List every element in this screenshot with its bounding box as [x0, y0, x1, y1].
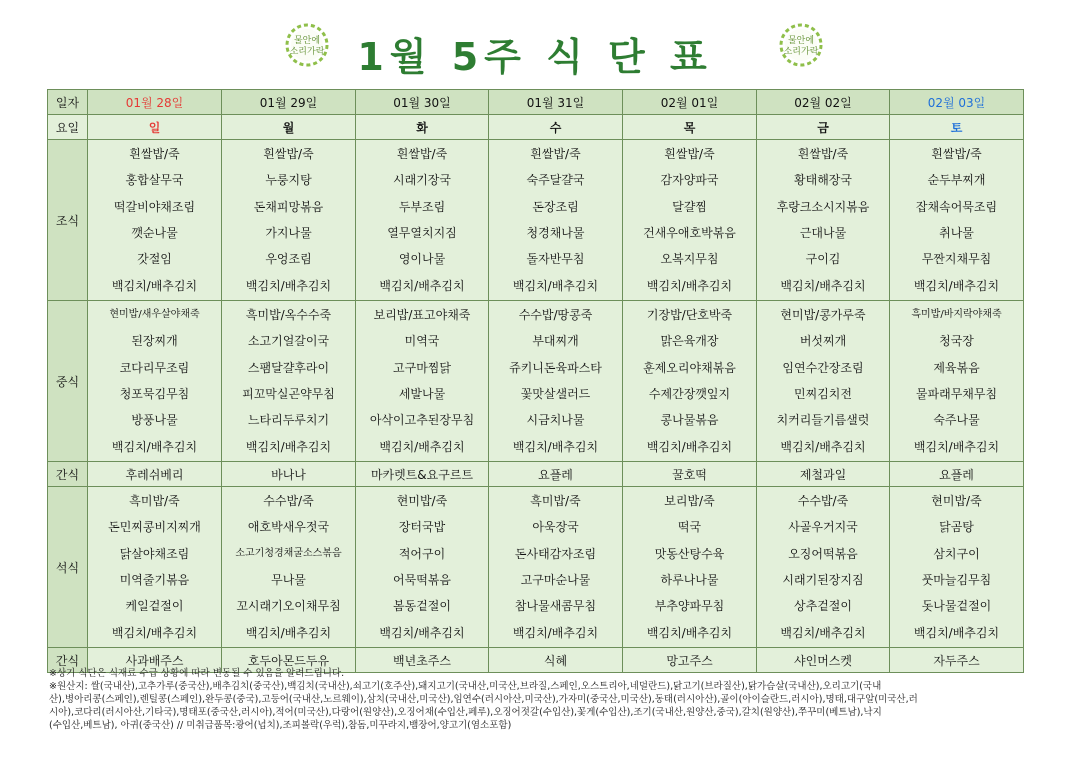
menu-item: 오복지무침 — [660, 252, 719, 267]
note-line: ※상기 식단은 식재료 수급 상황에 따라 변동될 수 있음을 알려드립니다. — [49, 668, 345, 679]
menu-item: 갓절임 — [137, 252, 172, 267]
date-cell: 01월 30일 — [356, 90, 489, 115]
menu-item: 소고기얼갈이국 — [247, 334, 330, 349]
snack-cell: 샤인머스켓 — [757, 648, 890, 673]
menu-item: 아삭이고추된장무침 — [369, 413, 475, 428]
menu-item: 흑미밥/옥수수죽 — [245, 308, 332, 323]
menu-item: 미역국 — [404, 334, 440, 349]
breakfast-cell — [356, 140, 489, 301]
menu-item: 청국장 — [939, 334, 974, 349]
date-cell: 02월 02일 — [757, 90, 890, 115]
menu-item: 시래기된장지짐 — [782, 573, 864, 588]
breakfast-cell — [222, 140, 356, 301]
note-line: ※원산지: 쌀(국내산),고추가루(중국산),배추김치(중국산),백김치(국내산),쇠고기(호주산),돼지고기(국내산,미국산,브라질,스페인,오스트리아,네덜란드),닭고기(브라질산),닭가슴살(국내산),오리고기(국내 — [49, 681, 882, 692]
snack-row — [48, 462, 1024, 487]
menu-item: 방풍나물 — [131, 413, 178, 428]
menu-item: 부추양파무침 — [654, 599, 725, 614]
menu-item: 된장찌개 — [131, 334, 178, 349]
menu-item: 돌자반무침 — [526, 252, 585, 267]
menu-item: 사골우거지국 — [788, 520, 858, 535]
menu-item-list — [222, 141, 355, 299]
menu-item: 적어구이 — [398, 546, 446, 561]
menu-item: 돗나물겉절이 — [921, 599, 992, 614]
lunch-cell — [757, 301, 890, 462]
menu-item: 백김치/배추김치 — [780, 439, 866, 454]
breakfast-cell — [623, 140, 757, 301]
menu-item: 보리밥/표고야채죽 — [373, 308, 471, 323]
menu-item: 우엉조림 — [265, 252, 312, 267]
menu-item-list — [489, 141, 622, 299]
page-title: 1월 5주 식 단 표 — [357, 35, 713, 79]
menu-item: 떡국 — [677, 520, 702, 535]
menu-item: 스팸달걀후라이 — [247, 360, 330, 375]
menu-item: 민찌김치전 — [794, 387, 852, 402]
menu-item: 백김치/배추김치 — [780, 625, 866, 640]
menu-item: 백김치/배추김치 — [111, 625, 198, 640]
snack-cell: 자두주스 — [890, 648, 1024, 673]
menu-item: 백김치/배추김치 — [245, 625, 332, 640]
lunch-cell — [356, 301, 489, 462]
menu-item-list — [890, 141, 1023, 299]
menu-item: 닭곰탕 — [939, 520, 974, 535]
menu-item-list — [222, 488, 355, 646]
header — [0, 22, 1070, 78]
menu-item: 백김치/배추김치 — [245, 439, 332, 454]
snack-cell: 식혜 — [489, 648, 623, 673]
menu-item: 백김치/배추김치 — [111, 278, 198, 293]
menu-item: 현미밥/죽 — [931, 494, 982, 509]
menu-item: 백김치/배추김치 — [379, 278, 465, 293]
menu-item: 백김치/배추김치 — [646, 439, 733, 454]
date-label: 일자 — [48, 90, 88, 115]
note-line: 시아),코다리(러시아산,기타국),명태포(중국산,러시아),적어(미국산),다랑어(원양산),오징어채(수입산,페루),오징어젓갈(수입산),꽃게(수입산),조기(국내산,원양산,중국),갈치(원양산),쭈꾸미(베트남),낙지 — [49, 707, 882, 718]
snack-label: 간식 — [48, 648, 88, 673]
menu-item: 꼬시래기오이채무침 — [236, 599, 341, 614]
menu-item-list — [489, 302, 622, 460]
menu-item: 고구마순나물 — [520, 573, 591, 588]
menu-table — [47, 89, 1024, 673]
snack-cell: 망고주스 — [623, 648, 757, 673]
menu-item: 백김치/배추김치 — [512, 625, 599, 640]
snack-cell: 제철과일 — [757, 462, 890, 487]
menu-item: 흑미밥/죽 — [129, 494, 180, 509]
menu-item: 깻순나물 — [131, 226, 178, 241]
snack-cell: 호두아몬드두유 — [222, 648, 356, 673]
menu-item: 버섯찌개 — [799, 334, 847, 349]
menu-item: 백김치/배추김치 — [111, 439, 198, 454]
menu-item-list — [623, 302, 756, 460]
date-cell: 01월 28일 — [88, 90, 222, 115]
menu-item: 순두부찌개 — [927, 173, 986, 188]
menu-item: 콩나물볶음 — [660, 413, 719, 428]
note-line: 산),병아리콩(스페인),렌틸콩(스페인),완두콩(중국),고등어(국내산,노르웨이),삼치(국내산,미국산),임연수(러시아산,미국산),가자미(중국산,미국산),동태(러시아산),골이(아이슬란드,러시아),명태,대구알(미국산,러 — [49, 694, 918, 705]
date-cell: 02월 03일 — [890, 90, 1024, 115]
menu-item-list — [757, 302, 889, 460]
menu-item: 영이나물 — [398, 252, 446, 267]
lunch-label: 중식 — [48, 301, 88, 462]
menu-item: 백김치/배추김치 — [512, 439, 599, 454]
menu-item: 기장밥/단호박죽 — [646, 308, 733, 323]
date-cell: 01월 29일 — [222, 90, 356, 115]
day-cell: 일 — [88, 115, 222, 140]
menu-item: 치커리들기름샐럿 — [776, 413, 870, 428]
dinner-cell — [88, 487, 222, 648]
menu-item-list — [88, 141, 221, 299]
menu-item: 백김치/배추김치 — [913, 625, 1000, 640]
menu-item: 떡갈비야채조림 — [113, 199, 196, 214]
menu-item: 하루나나물 — [660, 573, 719, 588]
breakfast-cell — [757, 140, 890, 301]
dinner-cell — [222, 487, 356, 648]
menu-item: 흰쌀밥/죽 — [931, 147, 982, 162]
menu-item-list — [356, 488, 488, 646]
menu-item: 돈민찌콩비지찌개 — [108, 520, 201, 535]
day-cell: 토 — [890, 115, 1024, 140]
menu-item: 현미밥/콩가루죽 — [780, 308, 866, 323]
menu-item: 백김치/배추김치 — [646, 278, 733, 293]
day-cell: 화 — [356, 115, 489, 140]
menu-item: 숙주나물 — [933, 413, 980, 428]
menu-item: 풋마늘김무침 — [921, 573, 992, 588]
day-label: 요일 — [48, 115, 88, 140]
menu-item: 흰쌀밥/죽 — [664, 147, 715, 162]
menu-item: 흰쌀밥/죽 — [129, 147, 180, 162]
dinner-row — [48, 487, 1024, 648]
snack-cell: 요플레 — [489, 462, 623, 487]
menu-item-list — [890, 302, 1023, 460]
dinner-label: 석식 — [48, 487, 88, 648]
menu-item: 오징어떡볶음 — [788, 546, 858, 561]
menu-item: 케일겉절이 — [125, 599, 184, 614]
menu-item: 시래기장국 — [393, 173, 451, 188]
menu-item: 고구마찜닭 — [393, 360, 451, 375]
svg-text:소리가락: 소리가락 — [289, 47, 325, 57]
svg-text:물안에: 물안에 — [787, 36, 815, 46]
menu-item: 누룽지탕 — [265, 173, 312, 188]
menu-item-list — [88, 302, 221, 460]
lunch-cell — [88, 301, 222, 462]
breakfast-label: 조식 — [48, 140, 88, 301]
day-cell: 월 — [222, 115, 356, 140]
menu-item: 돈사태감자조림 — [514, 546, 597, 561]
menu-item: 부대찌개 — [532, 334, 579, 349]
lunch-cell — [890, 301, 1024, 462]
menu-item: 피꼬막실곤약무침 — [242, 387, 335, 402]
menu-item: 맑은육개장 — [660, 334, 719, 349]
menu-item-list — [623, 141, 756, 299]
menu-item: 근대나물 — [799, 226, 847, 241]
lunch-cell — [489, 301, 623, 462]
menu-item: 달걀찜 — [672, 199, 707, 214]
day-cell: 금 — [757, 115, 890, 140]
menu-item: 흑미밥/바지락야채죽 — [911, 309, 1002, 321]
day-row — [48, 115, 1024, 140]
menu-item: 상추겉절이 — [794, 599, 852, 614]
menu-item: 현미밥/새우살야채죽 — [109, 309, 200, 321]
menu-item: 흰쌀밥/죽 — [797, 147, 849, 162]
date-cell: 01월 31일 — [489, 90, 623, 115]
menu-item: 가지나물 — [265, 226, 312, 241]
menu-item: 잡채속어묵조림 — [915, 199, 998, 214]
menu-item: 닭살야채조림 — [119, 546, 190, 561]
menu-item: 꽃맛살샐러드 — [520, 387, 591, 402]
menu-item: 백김치/배추김치 — [780, 278, 866, 293]
menu-item: 느타리두루치기 — [247, 413, 330, 428]
menu-item: 백김치/배추김치 — [512, 278, 599, 293]
menu-item-list — [489, 488, 622, 646]
breakfast-cell — [88, 140, 222, 301]
day-cell: 수 — [489, 115, 623, 140]
lunch-cell — [623, 301, 757, 462]
menu-item: 무짠지채무침 — [921, 252, 992, 267]
menu-item: 시금치나물 — [526, 413, 585, 428]
date-cell: 02월 01일 — [623, 90, 757, 115]
dinner-cell — [356, 487, 489, 648]
snack-label: 간식 — [48, 462, 88, 487]
menu-item: 세발나물 — [398, 387, 446, 402]
menu-item: 삼치구이 — [933, 546, 980, 561]
menu-item: 현미밥/죽 — [396, 494, 448, 509]
dinner-cell — [890, 487, 1024, 648]
menu-item: 수수밥/죽 — [263, 494, 314, 509]
dinner-cell — [489, 487, 623, 648]
snack-cell: 꿀호떡 — [623, 462, 757, 487]
menu-item: 흰쌀밥/죽 — [530, 147, 581, 162]
menu-item-list — [356, 302, 488, 460]
note-line: (수입산,베트남), 아귀(중국산) // 미취급품목:광어(넙치),조피볼락(우럭),참돔,미꾸라지,뱀장어,양고기(염소포함) — [49, 720, 512, 731]
menu-item: 홍합살무국 — [125, 173, 184, 188]
lunch-row — [48, 301, 1024, 462]
menu-item: 흑미밥/죽 — [530, 494, 581, 509]
dinner-cell — [757, 487, 890, 648]
snack-cell: 사과배주스 — [88, 648, 222, 673]
dinner-cell — [623, 487, 757, 648]
menu-item: 열무열치지짐 — [387, 226, 457, 241]
breakfast-row — [48, 140, 1024, 301]
menu-item: 청포묵김무침 — [119, 387, 190, 402]
menu-item-list — [757, 488, 889, 646]
menu-item: 무나물 — [271, 573, 306, 588]
menu-item: 백김치/배추김치 — [245, 278, 332, 293]
menu-item: 백김치/배추김치 — [913, 278, 1000, 293]
menu-item: 돈장조림 — [532, 199, 579, 214]
menu-item: 두부조림 — [398, 199, 446, 214]
snack-cell: 후레쉬베리 — [88, 462, 222, 487]
menu-item-list — [757, 141, 889, 299]
menu-item: 취나물 — [939, 226, 974, 241]
menu-item: 쥬키니돈육파스타 — [509, 360, 602, 375]
snack-cell: 백년초주스 — [356, 648, 489, 673]
date-row — [48, 90, 1024, 115]
menu-item: 봄동겉절이 — [393, 599, 451, 614]
menu-item-list — [623, 488, 756, 646]
menu-item: 소고기청경채굴소스볶음 — [235, 547, 342, 559]
menu-item: 백김치/배추김치 — [379, 625, 465, 640]
menu-item-list — [88, 488, 221, 646]
menu-item: 수수밥/죽 — [797, 494, 849, 509]
menu-item: 임연수간장조림 — [782, 360, 864, 375]
menu-item: 훈제오리야채볶음 — [643, 360, 736, 375]
menu-item: 감자양파국 — [660, 173, 719, 188]
menu-item-list — [222, 302, 355, 460]
menu-item: 제육볶음 — [933, 360, 980, 375]
snack-cell: 요플레 — [890, 462, 1024, 487]
menu-item: 건새우애호박볶음 — [643, 226, 736, 241]
menu-item: 아욱장국 — [532, 520, 579, 535]
wreath-logo-icon — [778, 22, 824, 68]
menu-item: 맛동산탕수육 — [654, 546, 725, 561]
menu-item: 황태해장국 — [794, 173, 852, 188]
menu-item: 숙주달걀국 — [526, 173, 585, 188]
svg-text:물안에: 물안에 — [293, 36, 321, 46]
menu-item: 보리밥/죽 — [664, 494, 715, 509]
menu-item: 수제간장깻잎지 — [648, 387, 731, 402]
menu-item: 백김치/배추김치 — [646, 625, 733, 640]
menu-item: 수수밥/땅콩죽 — [518, 308, 593, 323]
menu-item: 백김치/배추김치 — [379, 439, 465, 454]
menu-item: 어묵떡볶음 — [393, 573, 451, 588]
lunch-cell — [222, 301, 356, 462]
notes — [49, 667, 1024, 732]
menu-item: 참나물새콤무침 — [514, 599, 597, 614]
menu-item: 구이김 — [805, 252, 841, 267]
menu-item: 미역줄기볶음 — [119, 573, 190, 588]
menu-item: 후랑크소시지볶음 — [776, 199, 870, 214]
breakfast-cell — [489, 140, 623, 301]
menu-item: 돈채피망볶음 — [253, 199, 324, 214]
snack-cell: 마카렛트&요구르트 — [356, 462, 489, 487]
menu-item-list — [890, 488, 1023, 646]
menu-item: 코다리무조림 — [119, 360, 190, 375]
menu-item: 흰쌀밥/죽 — [396, 147, 448, 162]
menu-item: 청경채나물 — [526, 226, 585, 241]
menu-item: 백김치/배추김치 — [913, 439, 1000, 454]
menu-item: 흰쌀밥/죽 — [263, 147, 314, 162]
svg-text:소리가락: 소리가락 — [783, 47, 819, 57]
menu-item: 물파래무채무침 — [915, 387, 998, 402]
breakfast-cell — [890, 140, 1024, 301]
day-cell: 목 — [623, 115, 757, 140]
snack-cell: 바나나 — [222, 462, 356, 487]
menu-item-list — [356, 141, 488, 299]
menu-item: 장터국밥 — [398, 520, 446, 535]
menu-item: 애호박새우젓국 — [247, 520, 330, 535]
